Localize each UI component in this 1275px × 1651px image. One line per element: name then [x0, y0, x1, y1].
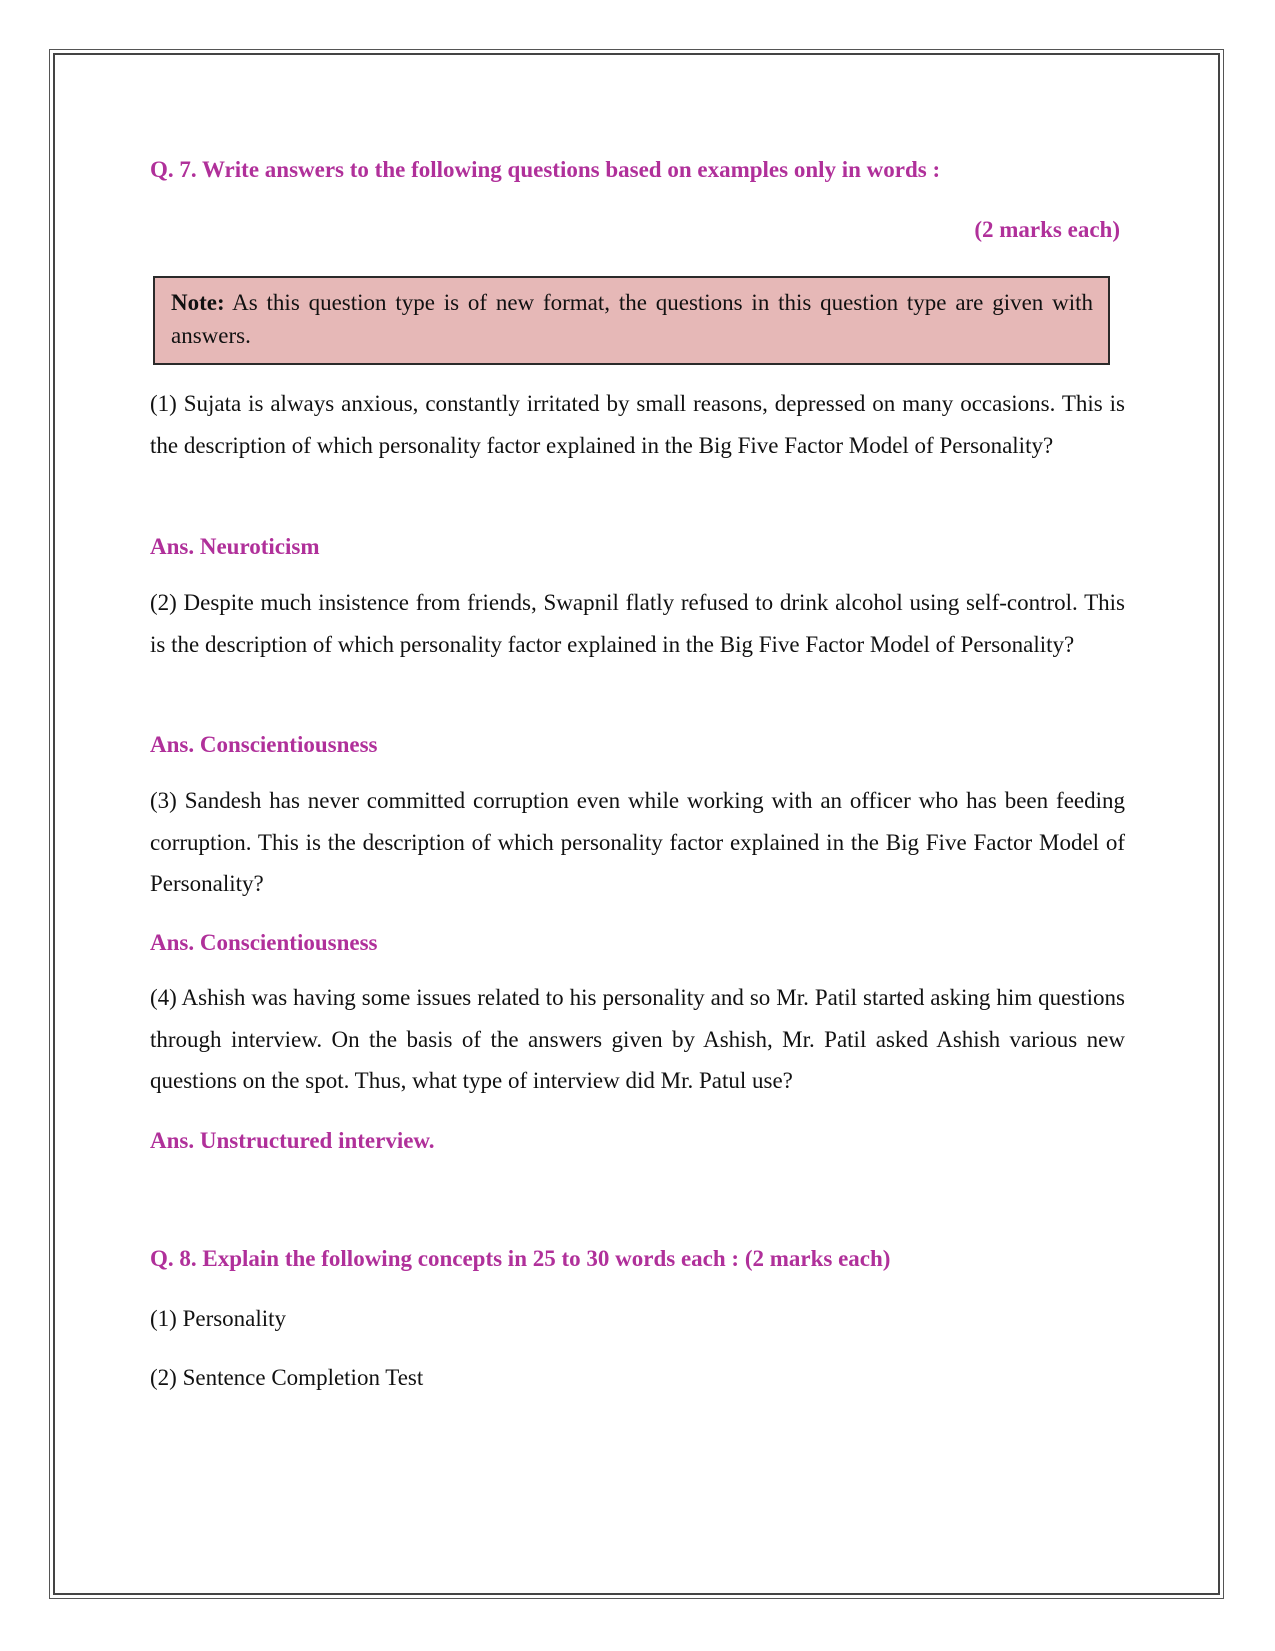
q7-question-3: (3) Sandesh has never committed corruption even while working with an officer who has been feeding corruption. This is the description of which personality factor explained in the Big Five Factor Model of Personality? — [150, 788, 1125, 896]
q8-item-1: (1) Personality — [150, 1306, 287, 1331]
q7-heading: Q. 7. Write answers to the following questions based on examples only in words : — [150, 157, 941, 182]
q7-marks: (2 marks each) — [974, 217, 1120, 242]
q8-heading: Q. 8. Explain the following concepts in 25 to 30 words each : (2 marks each) — [150, 1246, 891, 1271]
note-box — [153, 276, 1110, 365]
q7-question-2: (2) Despite much insistence from friends, Swapnil flatly refused to drink alcohol using self-control. This is the description of which personality factor explained in the Big Five Factor Model of Personality? — [150, 590, 1125, 657]
q7-answer-3: Ans. Conscientiousness — [150, 930, 378, 955]
q8-item-2: (2) Sentence Completion Test — [150, 1365, 424, 1390]
q7-answer-4: Ans. Unstructured interview. — [150, 1128, 435, 1153]
q7-question-4: (4) Ashish was having some issues related to his personality and so Mr. Patil started asking him questions through interview. On the basis of the answers given by Ashish, Mr. Patil asked Ashish various new questions on the spot. Thus, what type of interview did Mr. Patul use? — [150, 985, 1125, 1093]
note-label: Note: — [171, 290, 225, 315]
q7-answer-2: Ans. Conscientiousness — [150, 732, 378, 757]
q7-answer-1: Ans. Neuroticism — [150, 534, 320, 559]
q7-question-1: (1) Sujata is always anxious, constantly irritated by small reasons, depressed on many occasions. This is the description of which personality factor explained in the Big Five Factor Model of Personality? — [150, 391, 1125, 458]
note-text: As this question type is of new format, the questions in this question type are given with answers. — [171, 290, 1093, 348]
